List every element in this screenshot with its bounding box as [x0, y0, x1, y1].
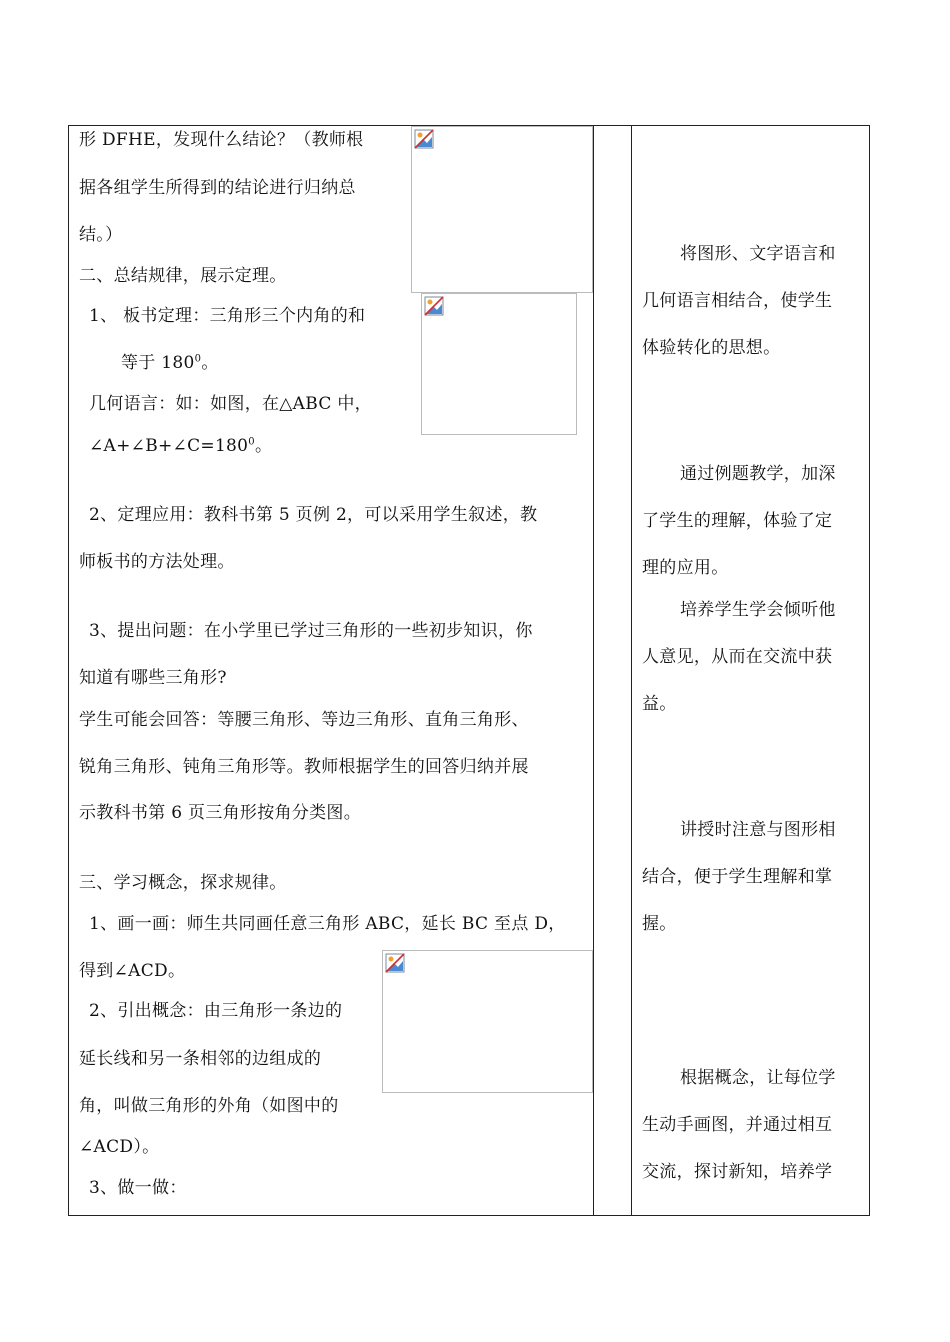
broken-image-icon [414, 129, 434, 149]
broken-image-icon [385, 953, 405, 973]
right-line-3: 体验转化的思想。 [642, 338, 781, 358]
column-divider-2 [631, 126, 632, 1215]
right-line-14: 生动手画图，并通过相互 [642, 1115, 833, 1135]
right-line-2: 几何语言相结合，使学生 [642, 291, 833, 311]
left-line-8: $\angle A+\angle B+\angle C=180^0$。 [89, 436, 273, 456]
left-line-22: ∠ACD）。 [79, 1137, 160, 1157]
left-line-21: 角，叫做三角形的外角（如图中的 [79, 1096, 339, 1116]
left-line-19: 2、引出概念：由三角形一条边的 [89, 1001, 343, 1021]
left-line-10: 师板书的方法处理。 [79, 552, 235, 572]
left-line-15: 示教科书第 6 页三角形按角分类图。 [79, 803, 362, 823]
left-line-2: 据各组学生所得到的结论进行归纳总 [79, 178, 356, 198]
left-line-13: 学生可能会回答：等腰三角形、等边三角形、直角三角形、 [79, 710, 529, 730]
section-heading-3: 三、学习概念，探求规律。 [79, 873, 287, 893]
left-line-14: 锐角三角形、钝角三角形等。教师根据学生的回答归纳并展 [79, 757, 529, 777]
section-heading-2: 二、总结规律，展示定理。 [79, 266, 287, 286]
left-line-6: 等于 $180^0$。 [121, 353, 219, 373]
left-line-23: 3、做一做： [89, 1178, 187, 1198]
figure-placeholder-1 [411, 126, 593, 293]
right-line-5: 了学生的理解，体验了定 [642, 511, 833, 531]
left-line-7: 几何语言：如：如图，在△ABC 中， [89, 394, 372, 414]
left-line-5: 1、 板书定理：三角形三个内角的和 [89, 306, 366, 326]
left-line-12: 知道有哪些三角形? [79, 668, 227, 688]
right-line-4: 通过例题教学，加深 [680, 464, 836, 484]
right-line-6: 理的应用。 [642, 558, 729, 578]
right-line-9: 益。 [642, 694, 677, 714]
left-line-9: 2、定理应用：教科书第 5 页例 2，可以采用学生叙述，教 [89, 505, 538, 525]
column-divider-1 [593, 126, 594, 1215]
right-line-10: 讲授时注意与图形相 [680, 820, 836, 840]
left-line-17: 1、画一画：师生共同画任意三角形 ABC，延长 BC 至点 D， [89, 914, 566, 934]
right-line-12: 握。 [642, 914, 677, 934]
right-line-15: 交流，探讨新知，培养学 [642, 1162, 833, 1182]
left-line-18: 得到∠ACD。 [79, 961, 186, 981]
figure-placeholder-3 [382, 950, 593, 1093]
right-line-1: 将图形、文字语言和 [680, 244, 836, 264]
right-line-13: 根据概念，让每位学 [680, 1068, 836, 1088]
left-line-3: 结。） [79, 225, 123, 245]
left-line-11: 3、提出问题：在小学里已学过三角形的一些初步知识，你 [89, 621, 533, 641]
broken-image-icon [424, 296, 444, 316]
left-line-1: 形 DFHE，发现什么结论？（教师根 [79, 130, 364, 150]
right-line-8: 人意见，从而在交流中获 [642, 647, 833, 667]
figure-placeholder-2 [421, 293, 577, 435]
left-line-20: 延长线和另一条相邻的边组成的 [79, 1049, 322, 1069]
right-line-7: 培养学生学会倾听他 [680, 600, 836, 620]
right-line-11: 结合，便于学生理解和掌 [642, 867, 833, 887]
